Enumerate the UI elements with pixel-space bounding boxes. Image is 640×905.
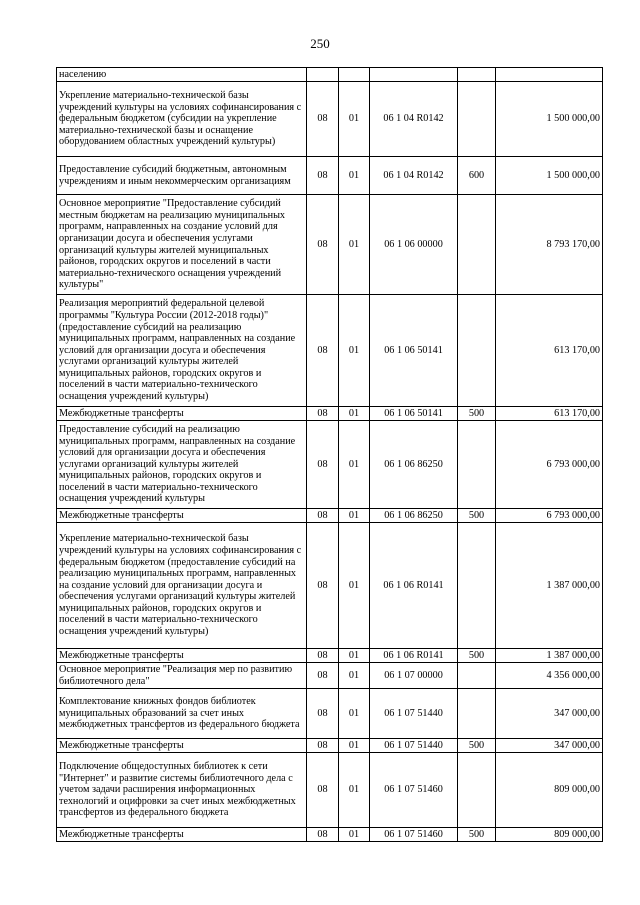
- section-code: 08: [307, 523, 339, 649]
- amount: 4 356 000,00: [496, 663, 603, 689]
- section-code: 08: [307, 421, 339, 509]
- amount: 6 793 000,00: [496, 509, 603, 523]
- subsection-code: 01: [339, 828, 370, 842]
- expense-type-code: 500: [458, 739, 496, 753]
- table-row: [57, 689, 603, 739]
- section-code: 08: [307, 407, 339, 421]
- subsection-code: 01: [339, 523, 370, 649]
- table-row: [57, 828, 603, 842]
- expense-type-code: 500: [458, 509, 496, 523]
- section-code: 08: [307, 753, 339, 828]
- section-code: 08: [307, 739, 339, 753]
- section-code: 08: [307, 295, 339, 407]
- table-row: [57, 523, 603, 649]
- subsection-code: 01: [339, 295, 370, 407]
- amount: 1 387 000,00: [496, 649, 603, 663]
- row-description: Межбюджетные трансферты: [57, 509, 307, 523]
- table-row: [57, 295, 603, 407]
- table-row: [57, 407, 603, 421]
- amount: 1 500 000,00: [496, 157, 603, 195]
- subsection-code: 01: [339, 689, 370, 739]
- row-description: Межбюджетные трансферты: [57, 407, 307, 421]
- table-row: [57, 509, 603, 523]
- section-code: 08: [307, 157, 339, 195]
- target-article-code: 06 1 04 R0142: [370, 157, 458, 195]
- target-article-code: 06 1 06 86250: [370, 509, 458, 523]
- section-code: 08: [307, 663, 339, 689]
- table-row: [57, 421, 603, 509]
- row-description: Комплектование книжных фондов библиотек муниципальных образований за счет иных межбюджетных трансфертов из федерального бюджета: [57, 689, 307, 739]
- amount: 1 500 000,00: [496, 82, 603, 157]
- row-description: Реализация мероприятий федеральной целевой программы "Культура России (2012-2018 годы)" (предоставление субсидий на реализацию муниципальных программ, направленных на создание условий для организации досуга и обеспечения услугами организаций культуры жителей муниципальных районов, городских округов и поселений в части материально-технического оснащения учреждений культуры): [57, 295, 307, 407]
- subsection-code: 01: [339, 407, 370, 421]
- target-article-code: 06 1 07 00000: [370, 663, 458, 689]
- subsection-code: 01: [339, 739, 370, 753]
- target-article-code: 06 1 06 86250: [370, 421, 458, 509]
- section-code: 08: [307, 689, 339, 739]
- subsection-code: 01: [339, 753, 370, 828]
- target-article-code: 06 1 06 50141: [370, 407, 458, 421]
- amount: 347 000,00: [496, 689, 603, 739]
- section-code: 08: [307, 649, 339, 663]
- expense-type-code: 600: [458, 157, 496, 195]
- target-article-code: 06 1 06 50141: [370, 295, 458, 407]
- subsection-code: 01: [339, 663, 370, 689]
- row-description: Межбюджетные трансферты: [57, 739, 307, 753]
- page-number: 250: [310, 36, 330, 51]
- expense-type-code: 500: [458, 649, 496, 663]
- table-row: [57, 739, 603, 753]
- subsection-code: 01: [339, 421, 370, 509]
- row-description: Укрепление материально-технической базы учреждений культуры на условиях софинансирования с федеральным бюджетом (предоставление субсидий на реализацию муниципальных программ, направленных на создание условий для организации досуга и обеспечения услугами организаций культуры жителей муниципальных районов, городских округов и поселений в части материально-технического оснащения учреждений культуры): [57, 523, 307, 649]
- row-description: Основное мероприятие "Предоставление субсидий местным бюджетам на реализацию муниципальных программ, направленных на создание условий для организации досуга и обеспечения услугами организаций культуры жителей муниципальных районов, городских округов и поселений в части материально-технического оснащения учреждений культуры": [57, 195, 307, 295]
- target-article-code: 06 1 07 51440: [370, 689, 458, 739]
- subsection-code: [339, 68, 370, 82]
- row-description: Межбюджетные трансферты: [57, 649, 307, 663]
- row-description: Основное мероприятие "Реализация мер по развитию библиотечного дела": [57, 663, 307, 689]
- expense-type-code: [458, 689, 496, 739]
- table-row: [57, 82, 603, 157]
- budget-table: [56, 67, 603, 842]
- expense-type-code: [458, 82, 496, 157]
- amount: 347 000,00: [496, 739, 603, 753]
- section-code: 08: [307, 82, 339, 157]
- amount: 613 170,00: [496, 407, 603, 421]
- section-code: 08: [307, 509, 339, 523]
- row-description: Подключение общедоступных библиотек к сети "Интернет" и развитие системы библиотечного дела с учетом задачи расширения информационных технологий и оцифровки за счет иных межбюджетных трансфертов из федерального бюджета: [57, 753, 307, 828]
- table-row: [57, 195, 603, 295]
- expense-type-code: 500: [458, 828, 496, 842]
- expense-type-code: [458, 753, 496, 828]
- expense-type-code: [458, 663, 496, 689]
- amount: 809 000,00: [496, 753, 603, 828]
- expense-type-code: [458, 523, 496, 649]
- table-row: [57, 753, 603, 828]
- amount: [496, 68, 603, 82]
- table-row: [57, 663, 603, 689]
- amount: 8 793 170,00: [496, 195, 603, 295]
- target-article-code: 06 1 07 51440: [370, 739, 458, 753]
- target-article-code: 06 1 06 00000: [370, 195, 458, 295]
- amount: 809 000,00: [496, 828, 603, 842]
- row-description: населению: [57, 68, 307, 82]
- subsection-code: 01: [339, 195, 370, 295]
- target-article-code: 06 1 06 R0141: [370, 523, 458, 649]
- target-article-code: 06 1 06 R0141: [370, 649, 458, 663]
- target-article-code: 06 1 04 R0142: [370, 82, 458, 157]
- target-article-code: [370, 68, 458, 82]
- amount: 6 793 000,00: [496, 421, 603, 509]
- amount: 613 170,00: [496, 295, 603, 407]
- subsection-code: 01: [339, 509, 370, 523]
- expense-type-code: [458, 195, 496, 295]
- subsection-code: 01: [339, 157, 370, 195]
- section-code: 08: [307, 828, 339, 842]
- expense-type-code: 500: [458, 407, 496, 421]
- row-description: Межбюджетные трансферты: [57, 828, 307, 842]
- row-description: Предоставление субсидий на реализацию муниципальных программ, направленных на создание условий для организации досуга и обеспечения услугами организаций культуры жителей муниципальных районов, городских округов и поселений в части материально-технического оснащения учреждений культуры: [57, 421, 307, 509]
- table-row: [57, 649, 603, 663]
- target-article-code: 06 1 07 51460: [370, 753, 458, 828]
- target-article-code: 06 1 07 51460: [370, 828, 458, 842]
- expense-type-code: [458, 295, 496, 407]
- subsection-code: 01: [339, 82, 370, 157]
- row-description: Предоставление субсидий бюджетным, автономным учреждениям и иным некоммерческим организациям: [57, 157, 307, 195]
- table-row: [57, 68, 603, 82]
- row-description: Укрепление материально-технической базы учреждений культуры на условиях софинансирования с федеральным бюджетом (субсидии на укрепление материально-технической базы и оснащение оборудованием областных учреждений культуры): [57, 82, 307, 157]
- subsection-code: 01: [339, 649, 370, 663]
- section-code: [307, 68, 339, 82]
- section-code: 08: [307, 195, 339, 295]
- expense-type-code: [458, 68, 496, 82]
- expense-type-code: [458, 421, 496, 509]
- table-row: [57, 157, 603, 195]
- amount: 1 387 000,00: [496, 523, 603, 649]
